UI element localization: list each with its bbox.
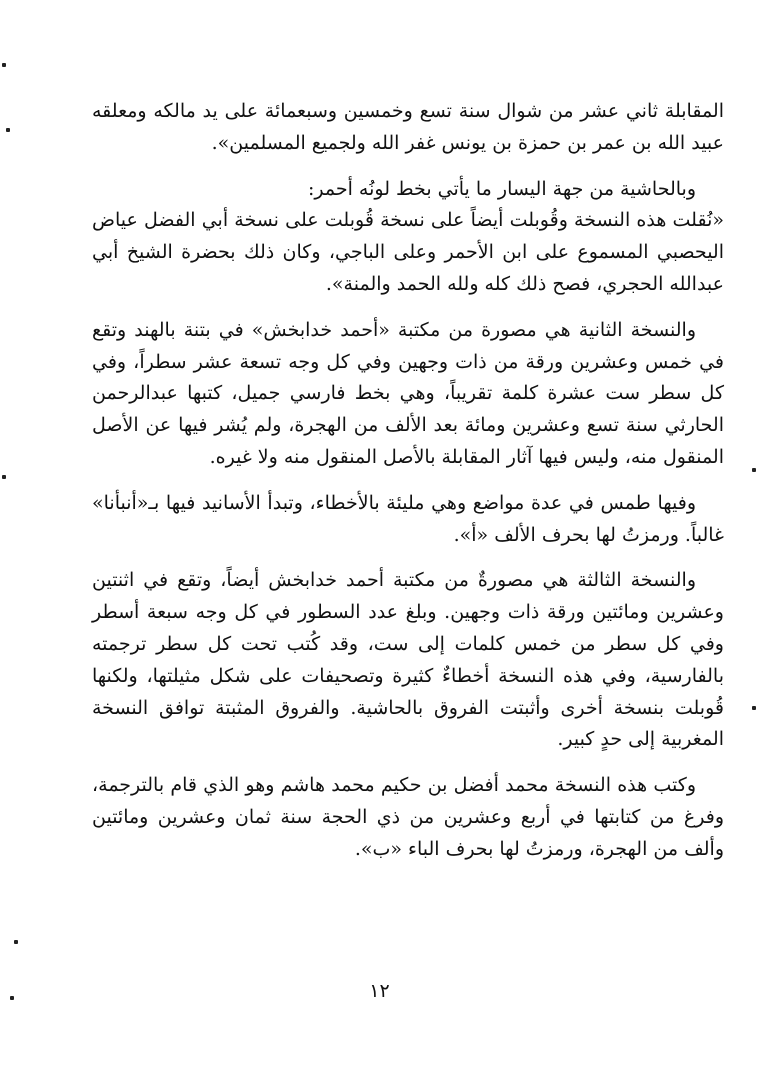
paragraph-third-copy-scribe: وكتب هذه النسخة محمد أفضل بن حكيم محمد هاشم وهو الذي قام بالترجمة، وفرغ من كتابتها في أربع وعشرين من ذي الحجة سنة ثمان وعشرين ومائتين وألف من الهجرة، ورمزتُ لها بحرف الباء «ب». — [92, 774, 724, 860]
paragraph-margin-intro: وبالحاشية من جهة اليسار ما يأتي بخط لونُه أحمر: — [307, 177, 696, 200]
scan-speck — [14, 940, 18, 944]
paragraph-margin-note: «نُقلت هذه النسخة وقُوبلت أيضاً على نسخة قُوبلت على نسخة أبي الفضل عياض اليحصبي المسموع على ابن الأحمر وعلى الباجي، وكان ذلك بحضرة الشيخ أبي عبدالله الحجري، فصح ذلك كله ولله الحمد والمنة». — [92, 209, 724, 295]
scan-speck — [752, 706, 756, 710]
paragraph-second-copy-notes: وفيها طمس في عدة مواضع وهي مليئة بالأخطاء، وتبدأ الأسانيد فيها بـ«أنبأنا» غالباً. ورمزتُ لها بحرف الألف «أ». — [92, 491, 724, 546]
body-text — [92, 96, 724, 866]
paragraph-collation-colophon: المقابلة ثاني عشر من شوال سنة تسع وخمسين وسبعمائة على يد مالكه ومعلقه عبيد الله بن عمر بن حمزة بن يونس غفر الله ولجميع المسلمين». — [92, 100, 724, 154]
page-number: ١٢ — [369, 980, 390, 1002]
paragraph-third-copy: والنسخة الثالثة هي مصورةٌ من مكتبة أحمد خدابخش أيضاً، وتقع في اثنتين وعشرين ومائتين ورقة ذات وجهين. وبلغ عدد السطور في كل وجه سبعة أسطر وفي كل سطر من خمس كلمات إلى ست، وقد كُتب تحت كل سطر ترجمته بالفارسية، وفي هذه النسخة أخطاءٌ كثيرة وتصحيفات على شكل مثيلتها، ولكنها قُوبلت بنسخة أخرى وأثبتت الفروق بالحاشية. والفروق المثبتة توافق النسخة المغربية إلى حدٍ كبير. — [92, 569, 724, 751]
scan-speck — [752, 468, 756, 472]
paragraph-second-copy: والنسخة الثانية هي مصورة من مكتبة «أحمد خدابخش» في بتنة بالهند وتقع في خمس وعشرين ورقة من ذات وجهين وفي كل وجه تسعة عشر سطراً، وفي كل سطر ست عشرة كلمة تقريباً، وهي بخط فارسي جميل، كتبها عبدالرحمن الحارثي سنة تسع وعشرين ومائة بعد الألف من الهجرة، ولم يُشر فيها عن الأصل المنقول منه، وليس فيها آثار المقابلة بالأصل المنقول منه ولا غيره. — [92, 318, 724, 468]
scan-speck — [2, 63, 6, 67]
scan-speck — [6, 128, 10, 132]
scan-speck — [2, 475, 6, 479]
